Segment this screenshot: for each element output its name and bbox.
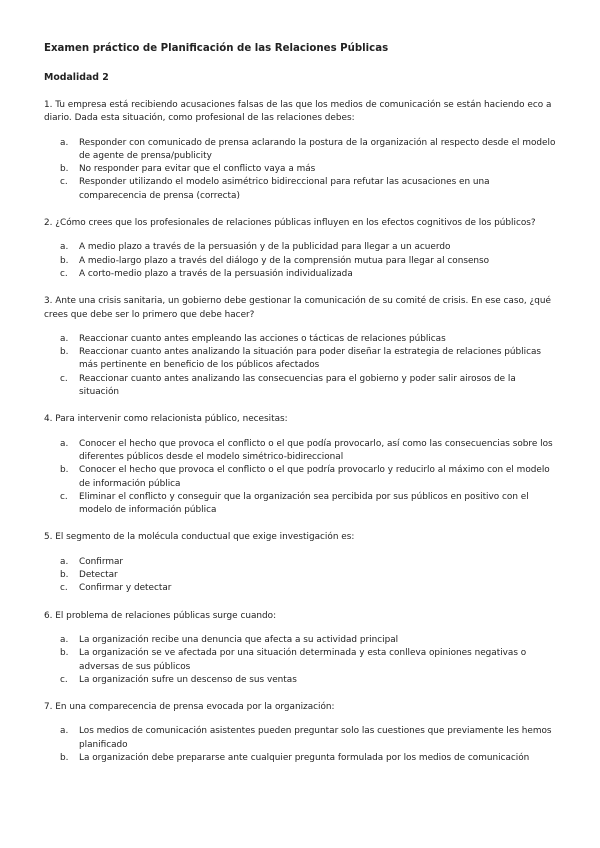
option-text: Reaccionar cuanto antes empleando las acciones o tácticas de relaciones públicas — [79, 333, 446, 344]
option-text: Reaccionar cuanto antes analizando las consecuencias para el gobierno y poder salir airosos de la situación — [79, 373, 516, 398]
answer-options — [44, 137, 556, 203]
option-letter: c. — [60, 268, 68, 279]
question-text: 6. El problema de relaciones públicas surge cuando: — [44, 610, 277, 621]
option-text: Eliminar el conflicto y conseguir que la organización sea percibida por sus públicos en positivo con el modelo de información pública — [79, 491, 529, 516]
option-text: Conocer el hecho que provoca el conflicto o el que podría provocarlo y reducirlo al máximo con el modelo de información pública — [79, 465, 550, 489]
question-block — [44, 295, 556, 399]
option-text: A corto-medio plazo a través de la persuasión individualizada — [79, 268, 353, 279]
option-text: Los medios de comunicación asistentes pueden preguntar solo las cuestiones que previamente les hemos planificado — [79, 726, 552, 750]
answer-option — [60, 176, 556, 203]
option-letter: b. — [60, 648, 69, 659]
option-letter: a. — [60, 634, 69, 645]
question-block — [44, 531, 556, 595]
option-text: Responder con comunicado de prensa aclarando la postura de la organización al respecto desde el modelo de agente de prensa/publicity — [79, 137, 556, 161]
option-text: Detectar — [79, 570, 118, 581]
option-text: La organización recibe una denuncia que afecta a su actividad principal — [79, 634, 399, 645]
answer-options — [44, 725, 556, 765]
answer-option — [60, 464, 556, 491]
option-text: La organización debe prepararse ante cualquier pregunta formulada por los medios de comunicación — [79, 752, 530, 763]
answer-option — [60, 725, 556, 752]
answer-option — [60, 647, 556, 674]
option-letter: c. — [60, 373, 68, 384]
answer-option — [60, 163, 556, 176]
question-block — [44, 217, 556, 281]
question-text: 2. ¿Cómo crees que los profesionales de relaciones públicas influyen en los efectos cognitivos de los públicos? — [44, 218, 536, 229]
option-letter: b. — [60, 164, 69, 175]
option-letter: c. — [60, 674, 68, 685]
option-letter: a. — [60, 726, 69, 737]
option-letter: a. — [60, 438, 69, 449]
option-letter: b. — [60, 465, 69, 476]
question-text: 5. El segmento de la molécula conductual que exige investigación es: — [44, 532, 355, 543]
answer-options — [44, 333, 556, 399]
answer-option — [60, 255, 556, 268]
answer-options — [44, 438, 556, 518]
question-block — [44, 99, 556, 203]
answer-option — [60, 569, 556, 582]
answer-option — [60, 333, 556, 346]
option-letter: a. — [60, 137, 69, 148]
option-text: A medio-largo plazo a través del diálogo y de la comprensión mutua para llegar al consenso — [79, 255, 490, 266]
option-letter: b. — [60, 255, 69, 266]
answer-option — [60, 346, 556, 373]
question-text: 7. En una comparecencia de prensa evocada por la organización: — [44, 702, 335, 713]
document-title: Examen práctico de Planificación de las Relaciones Públicas — [44, 43, 389, 54]
option-text: Confirmar — [79, 556, 124, 567]
answer-option — [60, 556, 556, 569]
document-subtitle: Modalidad 2 — [44, 72, 109, 83]
option-letter: c. — [60, 177, 68, 188]
option-text: Conocer el hecho que provoca el conflicto o el que podía provocarlo, así como las consecuencias sobre los diferentes públicos desde el modelo simétrico-bidireccional — [79, 438, 553, 462]
answer-option — [60, 137, 556, 164]
option-letter: c. — [60, 491, 68, 502]
option-text: La organización sufre un descenso de sus ventas — [79, 674, 297, 685]
answer-option — [60, 373, 556, 400]
question-text: 3. Ante una crisis sanitaria, un gobierno debe gestionar la comunicación de su comité de crisis. En ese caso, ¿qué crees que debe ser lo primero que debe hacer? — [44, 296, 551, 320]
option-letter: b. — [60, 347, 69, 358]
option-letter: a. — [60, 333, 69, 344]
option-letter: a. — [60, 242, 69, 253]
option-text: Responder utilizando el modelo asimétrico bidireccional para refutar las acusaciones en una comparecencia de prensa (correcta) — [79, 177, 490, 201]
answer-options — [44, 634, 556, 687]
question-block — [44, 413, 556, 517]
question-block — [44, 610, 556, 687]
option-letter: a. — [60, 556, 69, 567]
question-text: 1. Tu empresa está recibiendo acusaciones falsas de las que los medios de comunicación se están haciendo eco a diario. Dada esta situación, como profesional de las relaciones debes: — [44, 100, 552, 124]
answer-options — [44, 241, 556, 281]
option-text: La organización se ve afectada por una situación determinada y esta conlleva opiniones negativas o adversas de sus públicos — [79, 648, 527, 672]
question-list — [44, 99, 556, 765]
answer-option — [60, 674, 556, 687]
answer-option — [60, 752, 556, 765]
option-letter: b. — [60, 752, 69, 763]
question-block — [44, 701, 556, 765]
answer-option — [60, 268, 556, 281]
option-letter: b. — [60, 570, 69, 581]
answer-option — [60, 491, 556, 518]
option-text: Reaccionar cuanto antes analizando la situación para poder diseñar la estrategia de relaciones públicas más pertinente en beneficio de los públicos afectados — [79, 347, 542, 371]
answer-option — [60, 438, 556, 465]
answer-option — [60, 582, 556, 595]
option-text: No responder para evitar que el conflicto vaya a más — [79, 164, 316, 175]
answer-option — [60, 241, 556, 254]
question-text: 4. Para intervenir como relacionista público, necesitas: — [44, 414, 288, 425]
option-text: Confirmar y detectar — [79, 583, 172, 594]
answer-option — [60, 634, 556, 647]
answer-options — [44, 556, 556, 596]
option-text: A medio plazo a través de la persuasión y de la publicidad para llegar a un acuerdo — [79, 242, 451, 253]
option-letter: c. — [60, 583, 68, 594]
